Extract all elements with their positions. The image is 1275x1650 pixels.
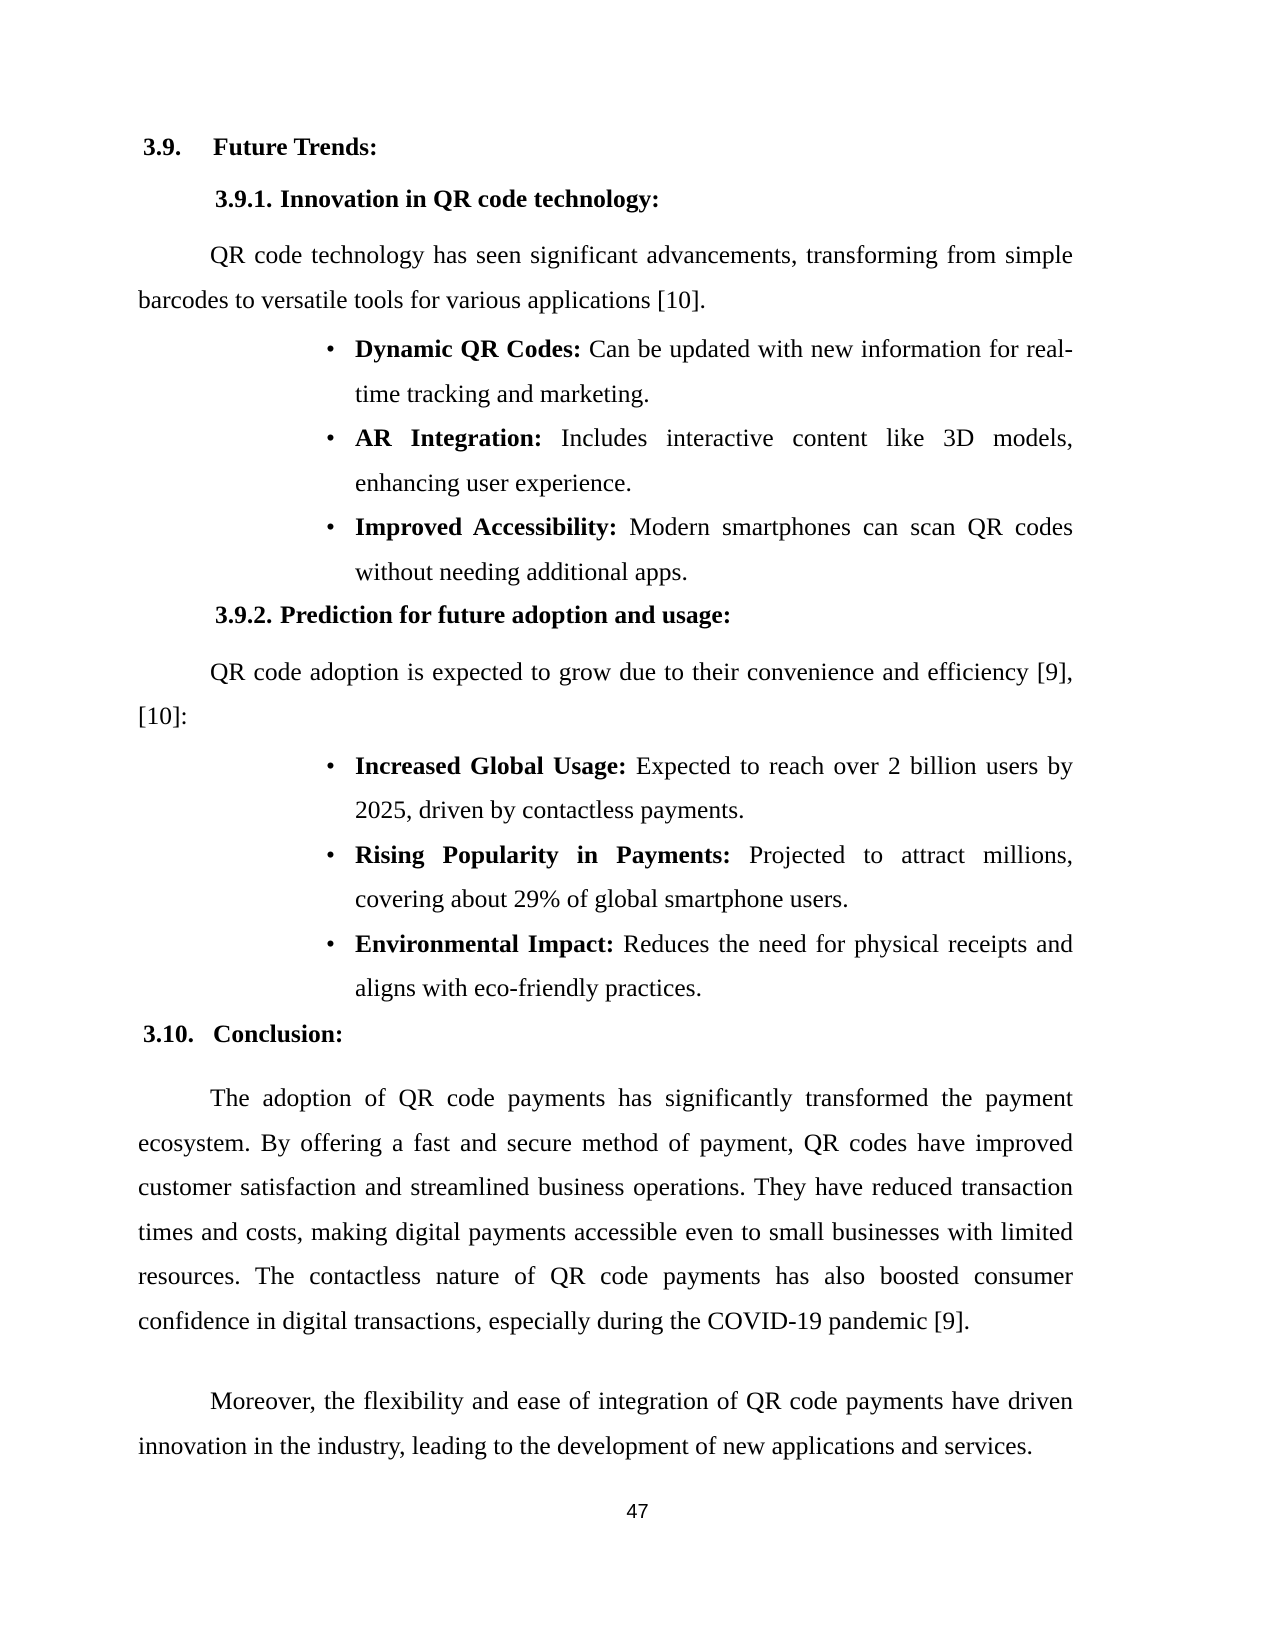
list-innovation-features	[138, 327, 1073, 594]
heading-future-trends-number: 3.9.	[143, 132, 182, 161]
heading-conclusion-number: 3.10.	[143, 1018, 194, 1048]
paragraph-prediction-intro: QR code adoption is expected to grow due to their convenience and efficiency [9], [10]:	[138, 656, 1073, 730]
list-item	[138, 416, 1073, 505]
heading-conclusion	[138, 1018, 1073, 1048]
page-number: 47	[626, 1501, 649, 1523]
heading-prediction-number: 3.9.2.	[215, 600, 273, 629]
paragraph-conclusion-1: The adoption of QR code payments has significantly transformed the payment ecosystem. By offering a fast and secure method of payment, QR codes have improved customer satisfaction and streamlined business operations. They have reduced transaction times and costs, making digital payments accessible even to small businesses with limited resources. The contactless nature of QR code payments has also boosted consumer confidence in digital transactions, especially during the COVID-19 pandemic [9].	[138, 1083, 1073, 1335]
list-item-text: Includes interactive content like 3D models, enhancing user experience.	[355, 423, 1073, 497]
list-item	[138, 505, 1073, 594]
heading-future-trends-title: Future Trends:	[213, 132, 378, 161]
heading-future-trends	[138, 134, 1073, 160]
heading-innovation-number: 3.9.1.	[215, 183, 273, 213]
heading-innovation-title: Innovation in QR code technology:	[280, 183, 660, 213]
bullet-dot-icon: •	[326, 839, 335, 869]
list-item	[138, 833, 1073, 922]
list-item-term: Rising Popularity in Payments:	[355, 839, 731, 869]
bullet-dot-icon: •	[326, 423, 335, 452]
paragraph-innovation-intro: QR code technology has seen significant advancements, transforming from simple barcodes to versatile tools for various applications [10].	[138, 240, 1073, 314]
list-item-term: AR Integration:	[355, 423, 543, 452]
list-item-text: Modern smartphones can scan QR codes without needing additional apps.	[355, 512, 1073, 586]
bullet-dot-icon: •	[326, 750, 335, 780]
list-item-text: Projected to attract millions, covering about 29% of global smartphone users.	[355, 839, 1073, 913]
list-item-text: Reduces the need for physical receipts and aligns with eco-friendly practices.	[355, 928, 1073, 1002]
heading-conclusion-title: Conclusion:	[213, 1018, 344, 1048]
list-item-term: Dynamic QR Codes:	[355, 334, 582, 363]
bullet-dot-icon: •	[326, 928, 335, 958]
bullet-dot-icon: •	[326, 334, 335, 363]
bullet-dot-icon: •	[326, 512, 335, 541]
list-item-term: Environmental Impact:	[355, 928, 615, 958]
list-prediction-items	[138, 744, 1073, 1011]
list-item	[138, 744, 1073, 833]
heading-prediction	[138, 602, 1073, 628]
paragraph-conclusion-2: Moreover, the flexibility and ease of integration of QR code payments have driven innovation in the industry, leading to the development of new applications and services.	[138, 1386, 1073, 1460]
list-item	[138, 922, 1073, 1011]
heading-prediction-title: Prediction for future adoption and usage:	[280, 600, 732, 629]
list-item-text: Can be updated with new information for real-time tracking and marketing.	[355, 334, 1073, 408]
list-item-term: Increased Global Usage:	[355, 750, 627, 780]
heading-innovation	[138, 183, 1073, 213]
list-item	[138, 327, 1073, 416]
list-item-text: Expected to reach over 2 billion users by 2025, driven by contactless payments.	[355, 750, 1074, 824]
page-content	[138, 134, 1073, 1468]
list-item-term: Improved Accessibility:	[355, 512, 618, 541]
